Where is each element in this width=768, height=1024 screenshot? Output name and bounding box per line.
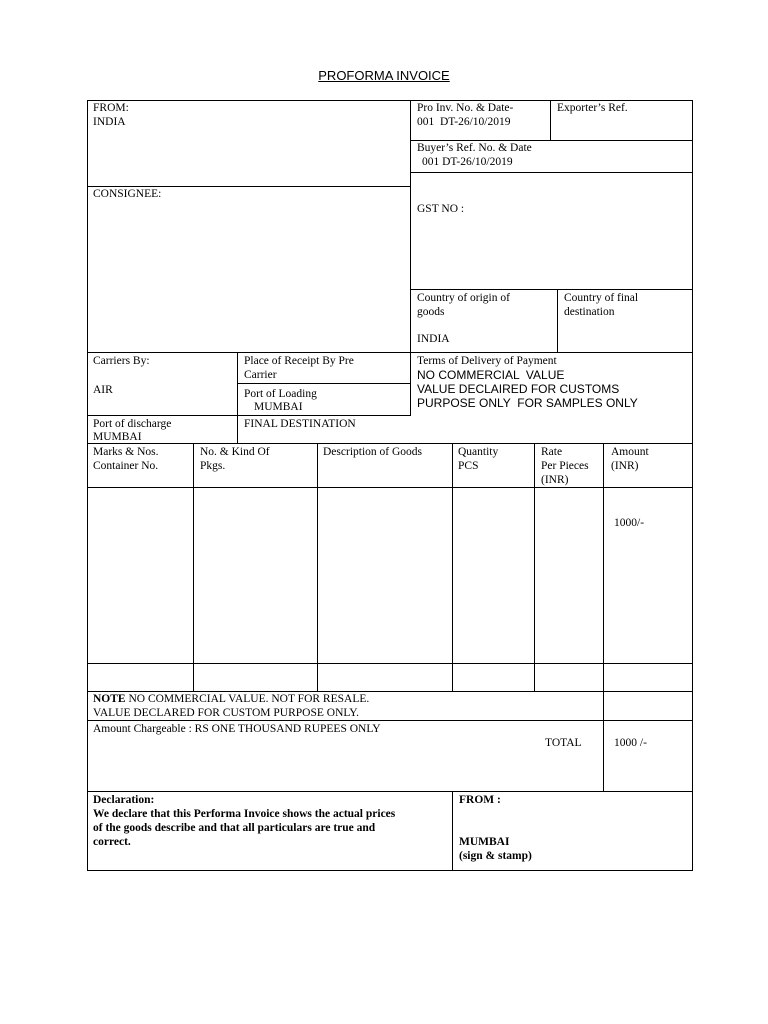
country-origin-label-2: goods: [417, 306, 445, 318]
col-header-pkgs: Pkgs.: [200, 460, 226, 472]
total-label: TOTAL: [545, 737, 582, 749]
country-dest-label-2: destination: [564, 306, 615, 318]
exporters-ref-label: Exporter’s Ref.: [557, 102, 628, 114]
signature-sign-stamp: (sign & stamp): [459, 850, 532, 862]
from-value: INDIA: [93, 116, 126, 128]
signature-from-label: FROM :: [459, 794, 501, 806]
place-receipt-label-2: Carrier: [244, 369, 277, 381]
signature-city: MUMBAI: [459, 836, 510, 848]
consignee-label: CONSIGNEE:: [93, 188, 162, 200]
col-header-description: Description of Goods: [323, 446, 423, 458]
note-line-1: [93, 692, 369, 706]
col-header-kind: No. & Kind Of: [200, 446, 270, 458]
port-discharge-label: Port of discharge: [93, 418, 172, 430]
amount-chargeable: Amount Chargeable : RS ONE THOUSAND RUPEES ONLY: [93, 723, 381, 735]
pro-inv-label: Pro Inv. No. & Date-: [417, 102, 514, 114]
place-receipt-label: Place of Receipt By Pre: [244, 355, 354, 367]
note-text: NO COMMERCIAL VALUE. NOT FOR RESALE.: [125, 693, 370, 705]
country-origin-label: Country of origin of: [417, 292, 510, 304]
page-title: PROFORMA INVOICE: [318, 68, 450, 83]
country-dest-label: Country of final: [564, 292, 639, 304]
total-value: 1000 /-: [614, 737, 647, 749]
declaration-line-2: of the goods describe and that all particulars are true and: [93, 822, 376, 834]
carriers-value: AIR: [93, 384, 113, 396]
col-header-marks: Marks & Nos.: [93, 446, 159, 458]
col-header-container: Container No.: [93, 460, 159, 472]
terms-line-2: VALUE DECLAIRED FOR CUSTOMS: [417, 382, 620, 396]
declaration-line-1: We declare that this Performa Invoice shows the actual prices: [93, 808, 396, 820]
buyers-ref-label: Buyer’s Ref. No. & Date: [417, 142, 532, 154]
col-header-rate-inr: (INR): [541, 474, 569, 486]
pro-inv-value: 001 DT-26/10/2019: [417, 116, 511, 128]
declaration-label: Declaration:: [93, 794, 155, 806]
col-header-quantity: Quantity: [458, 446, 499, 458]
from-label: FROM:: [93, 102, 129, 114]
col-header-rate: Rate: [541, 446, 563, 458]
col-header-per-pieces: Per Pieces: [541, 460, 589, 472]
terms-label: Terms of Delivery of Payment: [417, 355, 557, 367]
terms-line-1: NO COMMERCIAL VALUE: [417, 368, 565, 382]
port-loading-value: MUMBAI: [254, 401, 303, 413]
note-line-2: VALUE DECLARED FOR CUSTOM PURPOSE ONLY.: [93, 707, 359, 719]
note-bold-label: NOTE: [93, 693, 126, 705]
col-header-amount: Amount: [611, 446, 649, 458]
port-loading-label: Port of Loading: [244, 388, 317, 400]
amount-value: 1000/-: [614, 517, 645, 529]
gst-label: GST NO :: [417, 203, 465, 215]
terms-line-3: PURPOSE ONLY FOR SAMPLES ONLY: [417, 396, 638, 410]
country-origin-value: INDIA: [417, 333, 450, 345]
port-discharge-value: MUMBAI: [93, 431, 142, 443]
declaration-line-3: correct.: [93, 836, 131, 848]
buyers-ref-value: 001 DT-26/10/2019: [422, 156, 513, 168]
carriers-label: Carriers By:: [93, 355, 150, 367]
final-destination-label: FINAL DESTINATION: [244, 418, 356, 430]
col-header-amount-inr: (INR): [611, 460, 639, 472]
col-header-pcs: PCS: [458, 460, 479, 472]
